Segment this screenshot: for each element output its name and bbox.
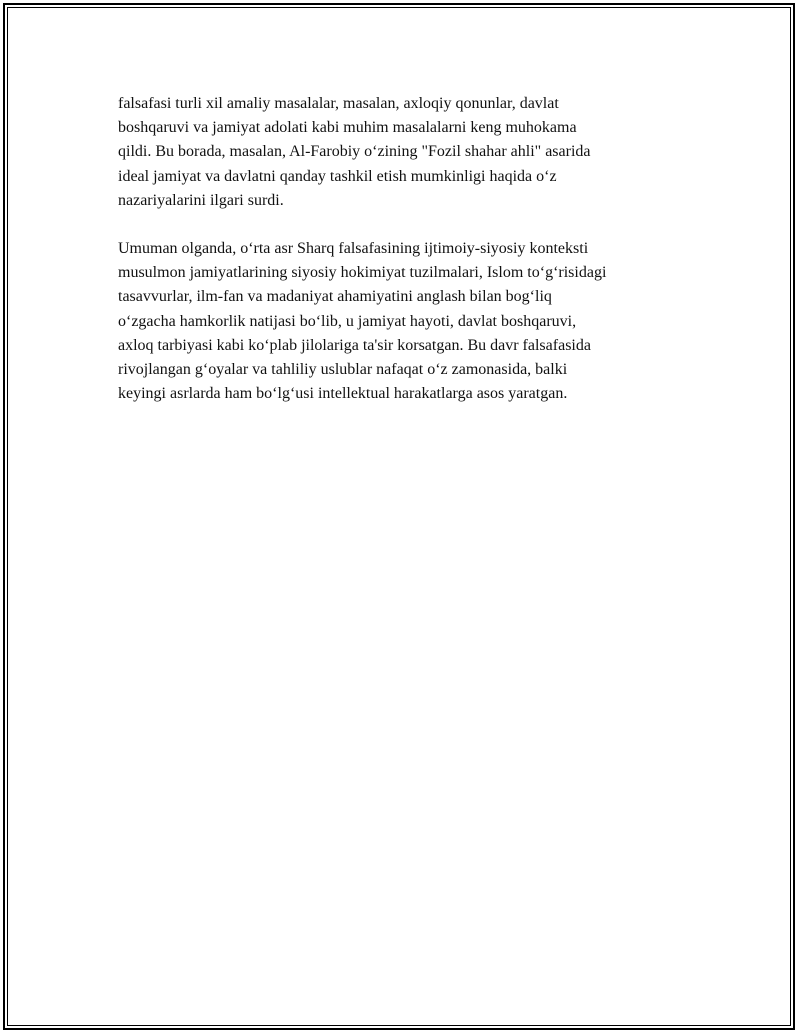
text-line: falsafasi turli xil amaliy masalalar, masalan, axloqiy qonunlar, davlat bbox=[118, 95, 559, 112]
document-body bbox=[118, 92, 703, 430]
text-line: o‘zgacha hamkorlik natijasi bo‘lib, u jamiyat hayoti, davlat boshqaruvi, bbox=[118, 312, 577, 330]
text-line: Umuman olganda, o‘rta asr Sharq falsafasining ijtimoiy-siyosiy konteksti bbox=[118, 240, 589, 258]
text-line: boshqaruvi va jamiyat adolati kabi muhim masalalarni keng muhokama bbox=[118, 119, 577, 137]
text-line: musulmon jamiyatlarining siyosiy hokimiyat tuzilmalari, Islom to‘g‘risidagi bbox=[118, 264, 607, 282]
text-line: ideal jamiyat va davlatni qanday tashkil etish mumkinligi haqida o‘z bbox=[118, 167, 557, 185]
paragraph-2 bbox=[118, 237, 703, 406]
text-line: nazariyalarini ilgari surdi. bbox=[118, 191, 284, 209]
text-line: axloq tarbiyasi kabi ko‘plab jilolariga ta'sir korsatgan. Bu davr falsafasida bbox=[118, 336, 591, 354]
text-line: keyingi asrlarda ham bo‘lg‘usi intellektual harakatlarga asos yaratgan. bbox=[118, 385, 568, 403]
text-line: tasavvurlar, ilm-fan va madaniyat ahamiyatini anglash bilan bog‘liq bbox=[118, 288, 552, 306]
text-line: rivojlangan g‘oyalar va tahliliy uslublar nafaqat o‘z zamonasida, balki bbox=[118, 361, 568, 379]
text-line: qildi. Bu borada, masalan, Al-Farobiy o‘zining "Fozil shahar ahli" asarida bbox=[118, 143, 591, 161]
paragraph-1 bbox=[118, 92, 703, 213]
